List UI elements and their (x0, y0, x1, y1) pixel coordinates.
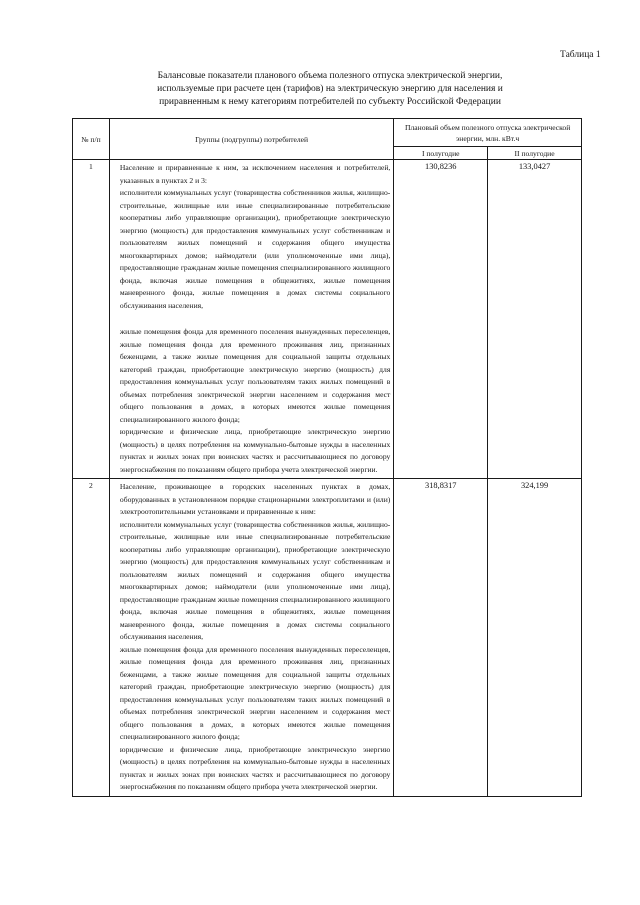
value-half1: 318,8317 (394, 479, 488, 797)
title-line: используемые при расчете цен (тарифов) на электрическую энергию для населения и (157, 83, 503, 94)
table-number: Таблица 1 (560, 50, 601, 60)
title-line: Балансовые показатели планового объема полезного отпуска электрической энергии, (157, 71, 503, 81)
header-half2: II полугодие (488, 147, 582, 160)
header-num: № п/п (73, 119, 110, 160)
balance-table (72, 118, 582, 797)
header-groups: Группы (подгруппы) потребителей (109, 119, 393, 160)
desc-paragraph: юридические и физические лица, приобретающие электрическую энергию (мощность) в целях потребления на коммунально-бытовые нужды в населенных пунктах и жилых зонах при воинских частях и рассчитывающиеся по договору энергоснабжения по показаниям общего прибора учета электрической энергии. (119, 744, 391, 791)
row-number: 2 (73, 479, 110, 797)
header-row (73, 119, 582, 147)
paragraph-gap (120, 312, 390, 326)
row-number: 1 (73, 160, 110, 479)
row-description (109, 479, 393, 797)
value-half2: 133,0427 (488, 160, 582, 479)
desc-paragraph: исполнители коммунальных услуг (товарищества собственников жилья, жилищно-строительные, жилищные или иные специализированные потребительские кооперативы либо управляющие организации), приобретающие электрическую энергию (мощность) для предоставления коммунальных услуг собственникам и пользователям жилых помещений и содержания общего имущества многоквартирных домов; наймодатели (или уполномоченные ими лица), предоставляющие гражданам жилые помещения специализированного жилищного фонда, включая жилые помещения в общежитиях, жилые помещения маневренного фонда, жилые помещения в домах системы социального обслуживания населения, (119, 519, 391, 641)
document-title (100, 70, 560, 108)
desc-paragraph: исполнители коммунальных услуг (товарищества собственников жилья, жилищно-строительные, жилищные или иные специализированные потребительские кооперативы либо управляющие организации), приобретающие электрическую энергию (мощность) для предоставления коммунальных услуг собственникам и пользователям жилых помещений и содержания общего имущества многоквартирных домов; наймодатели (или уполномоченные ими лица), предоставляющие гражданам жилые помещения специализированного жилищного фонда, включая жилые помещения в общежитиях, жилые помещения маневренного фонда, жилые помещения в домах системы социального обслуживания населения, (119, 188, 391, 310)
title-line: приравненным к нему категориям потребителей по субъекту Российской Федерации (159, 96, 501, 107)
desc-paragraph: Население, проживающее в городских населенных пунктах в домах, оборудованных в установленном порядке стационарными электроплитами и (или) электроотопительными установками и приравненные к ним: (119, 482, 391, 516)
table-row (73, 160, 582, 479)
desc-paragraph: Население и приравненные к ним, за исключением населения и потребителей, указанных в пунктах 2 и 3: (119, 163, 391, 185)
desc-paragraph: жилые помещения фонда для временного поселения вынужденных переселенцев, жилые помещения фонда для временного проживания лиц, признанных беженцами, а также жилые помещения для социальной защиты отдельных категорий граждан, приобретающие электрическую энергию (мощность) для предоставления коммунальных услуг пользователям таких жилых помещений в объемах потребления электрической энергии населением и содержания мест общего пользования в домах, в которых имеются жилые помещения специализированного жилого фонда; (119, 644, 391, 741)
value-half2: 324,199 (488, 479, 582, 797)
table-row (73, 479, 582, 797)
desc-paragraph: жилые помещения фонда для временного поселения вынужденных переселенцев, жилые помещения фонда для временного проживания лиц, признанных беженцами, а также жилые помещения для социальной защиты отдельных категорий граждан, приобретающие электрическую энергию (мощность) для предоставления коммунальных услуг пользователям таких жилых помещений в объемах потребления электрической энергии населением и содержания мест общего пользования в домах, в которых имеются жилые помещения специализированного жилого фонда; (119, 327, 391, 424)
header-half1: I полугодие (394, 147, 488, 160)
value-half1: 130,8236 (394, 160, 488, 479)
row-description (109, 160, 393, 479)
header-volume: Плановый объем полезного отпуска электрической энергии, млн. кВт.ч (394, 119, 582, 147)
desc-paragraph: юридические и физические лица, приобретающие электрическую энергию (мощность) в целях потребления на коммунально-бытовые нужды в населенных пунктах и жилых зонах при воинских частях и рассчитывающиеся по договору энергоснабжения по показаниям общего прибора учета электрической энергии. (119, 427, 391, 474)
